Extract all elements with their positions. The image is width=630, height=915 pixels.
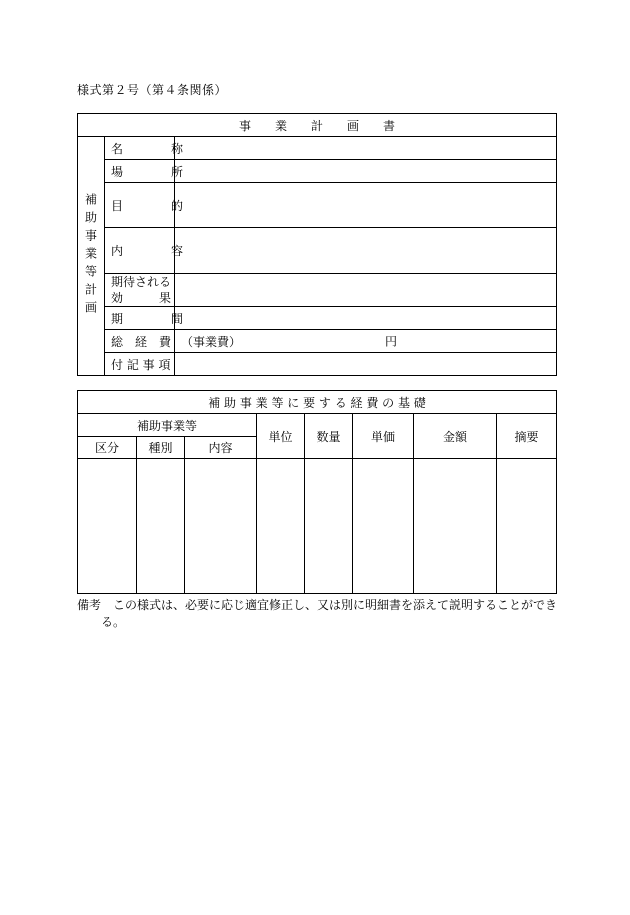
- cost-unit: 円: [385, 334, 398, 349]
- header-unit-price: 単価: [353, 414, 414, 459]
- expense-basis-table: [77, 390, 557, 594]
- form-number: 様式第２号（第４条関係）: [77, 83, 228, 97]
- unit-price-cell[interactable]: [353, 459, 414, 594]
- basis-table-title: 補 助 事 業 等 に 要 す る 経 費 の 基 礎: [78, 391, 557, 414]
- category-cell[interactable]: [78, 459, 137, 594]
- unit-cell[interactable]: [257, 459, 305, 594]
- period-field[interactable]: [175, 307, 557, 330]
- row-label-purpose: 目 的: [105, 183, 175, 228]
- plan-side-label-cell: [78, 137, 105, 376]
- cost-prefix: （事業費）: [181, 334, 242, 349]
- header-quantity: 数量: [305, 414, 353, 459]
- type-cell[interactable]: [137, 459, 185, 594]
- expected-effect-field[interactable]: [175, 274, 557, 307]
- group-header: 補助事業等: [78, 414, 257, 437]
- note-line-2: る。: [101, 615, 126, 629]
- note-line-1: 備考 この様式は、必要に応じ適宜修正し、又は別に明細書を添えて説明することができ: [77, 598, 558, 612]
- subheader-category: 区分: [78, 437, 137, 459]
- header-unit: 単位: [257, 414, 305, 459]
- header-amount: 金額: [414, 414, 497, 459]
- remarks-note: [77, 597, 559, 631]
- row-label-place: 場 所: [105, 160, 175, 183]
- row-label-name: 名 称: [105, 137, 175, 160]
- summary-cell[interactable]: [497, 459, 557, 594]
- content-cell[interactable]: [185, 459, 257, 594]
- row-label-period: 期 間: [105, 307, 175, 330]
- purpose-field[interactable]: [175, 183, 557, 228]
- plan-table-title: 事 業 計 画 書: [78, 114, 557, 137]
- name-field[interactable]: [175, 137, 557, 160]
- row-label-expected-effect: 期待される 効 果: [105, 274, 175, 307]
- remarks-field[interactable]: [175, 353, 557, 376]
- quantity-cell[interactable]: [305, 459, 353, 594]
- total-cost-field[interactable]: [175, 330, 557, 353]
- row-label-total-cost: 総 経 費: [105, 330, 175, 353]
- row-label-remarks: 付 記 事 項: [105, 353, 175, 376]
- plan-side-label: 補助事業等計画: [83, 193, 98, 319]
- row-label-content: 内 容: [105, 228, 175, 274]
- subheader-type: 種別: [137, 437, 185, 459]
- business-plan-table: [77, 113, 557, 376]
- header-summary: 摘要: [497, 414, 557, 459]
- place-field[interactable]: [175, 160, 557, 183]
- subheader-content: 内容: [185, 437, 257, 459]
- amount-cell[interactable]: [414, 459, 497, 594]
- content-field[interactable]: [175, 228, 557, 274]
